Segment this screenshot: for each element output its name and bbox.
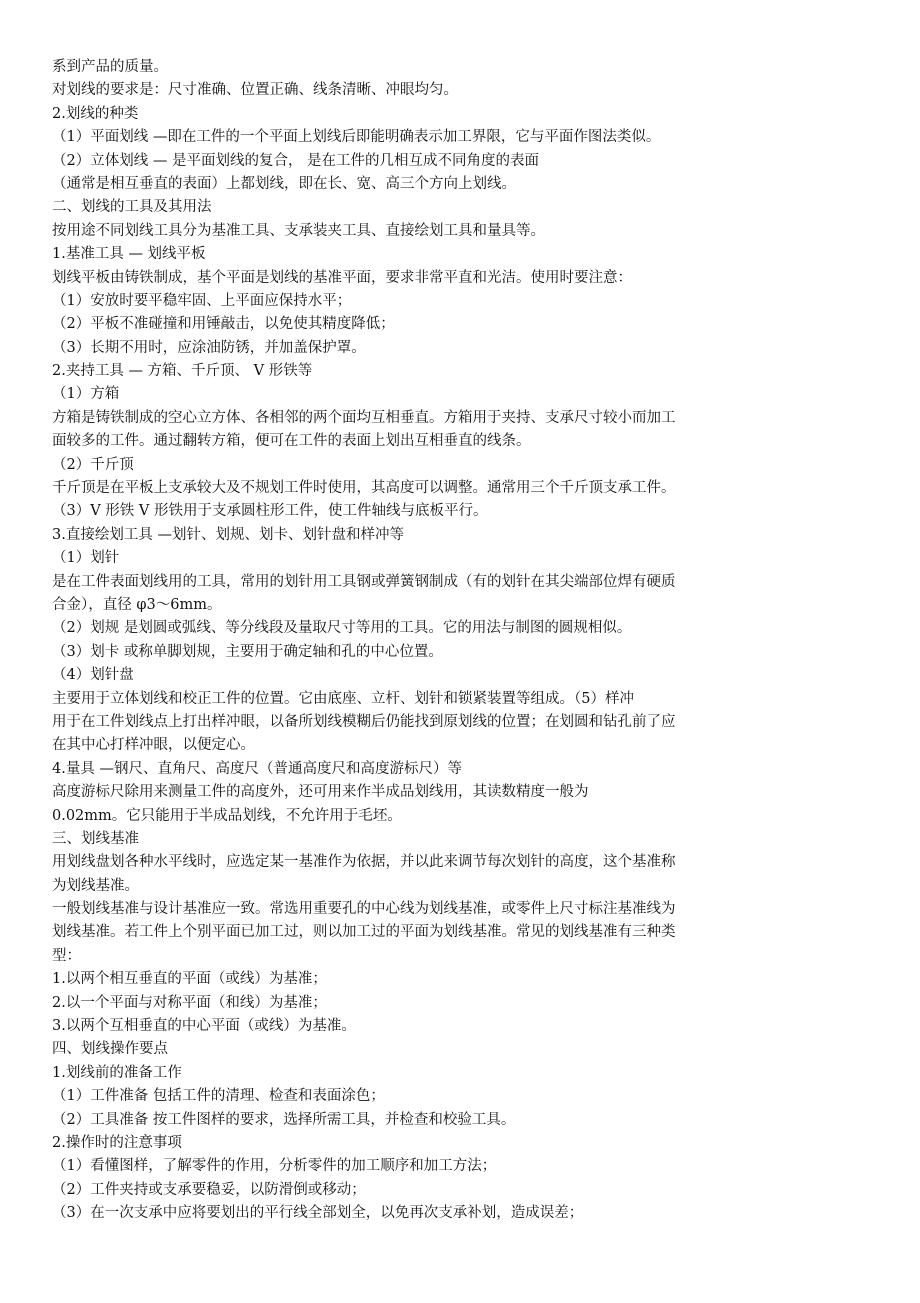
text-line: （3）V 形铁 V 形铁用于支承圆柱形工件，使工件轴线与底板平行。 <box>52 503 488 520</box>
text-line: （3）划卡 或称单脚划规，主要用于确定轴和孔的中心位置。 <box>52 643 443 660</box>
text-line: （1）方箱 <box>52 386 120 403</box>
text-line: 一般划线基准与设计基准应一致。常选用重要孔的中心线为划线基准，或零件上尺寸标注基准线为 <box>52 901 676 918</box>
text-line: （2）平板不准碰撞和用锤敲击，以免使其精度降低； <box>52 316 395 333</box>
text-line: （2）划规 是划圆或弧线、等分线段及量取尺寸等用的工具。它的用法与制图的圆规相似。 <box>52 620 632 637</box>
text-line: 划线基准。若工件上个别平面已加工过，则以加工过的平面为划线基准。常见的划线基准有三种类 <box>52 924 676 941</box>
text-line: 千斤顶是在平板上支承较大及不规划工件时使用，其高度可以调整。通常用三个千斤顶支承工件。 <box>52 480 676 497</box>
text-line: 型： <box>52 947 81 964</box>
section-heading: 2.操作时的注意事项 <box>52 1134 182 1151</box>
section-heading: 四、划线操作要点 <box>52 1041 168 1058</box>
section-heading: 3.直接绘划工具 —划针、划规、划卡、划针盘和样冲等 <box>52 526 404 543</box>
text-line: （1）划针 <box>52 550 120 567</box>
text-line: 系到产品的质量。 <box>52 59 168 75</box>
text-line: （2）工具准备 按工件图样的要求，选择所需工具，并检查和校验工具。 <box>52 1111 516 1128</box>
text-line: 用划线盘划各种水平线时，应选定某一基准作为依据，并以此来调节每次划针的高度，这个基准称 <box>52 854 676 871</box>
text-line: （1）看懂图样，了解零件的作用，分析零件的加工顺序和加工方法； <box>52 1158 497 1175</box>
text-line: 合金），直径 φ3～6mm。 <box>52 596 222 613</box>
text-line: （1）工件准备 包括工件的清理、检查和表面涂色； <box>52 1088 385 1105</box>
text-line: 0.02mm。它只能用于半成品划线，不允许用于毛坯。 <box>52 807 402 824</box>
text-line: 划线平板由铸铁制成，基个平面是划线的基准平面，要求非常平直和光洁。使用时要注意： <box>52 269 632 286</box>
text-line: （通常是相互垂直的表面）上都划线，即在长、宽、高三个方向上划线。 <box>52 175 516 192</box>
list-item: 1.以两个相互垂直的平面（或线）为基准； <box>52 971 327 988</box>
list-item: 3.以两个互相垂直的中心平面（或线）为基准。 <box>52 1018 356 1035</box>
text-line: 面较多的工件。通过翻转方箱，便可在工件的表面上划出互相垂直的线条。 <box>52 433 531 450</box>
text-line: 用于在工件划线点上打出样冲眼，以备所划线模糊后仍能找到原划线的位置；在划圆和钻孔前了应 <box>52 713 676 730</box>
text-line: （3）在一次支承中应将要划出的平行线全部划全，以免再次支承补划，造成误差； <box>52 1205 584 1222</box>
text-line: 主要用于立体划线和校正工件的位置。它由底座、立杆、划针和锁紧装置等组成。（5）样冲 <box>52 690 634 707</box>
section-heading: 三、划线基准 <box>52 830 139 847</box>
section-heading: 二、划线的工具及其用法 <box>52 199 212 216</box>
text-line: （2）立体划线 — 是平面划线的复合， 是在工件的几相互成不同角度的表面 <box>52 152 540 169</box>
text-line: 按用途不同划线工具分为基准工具、支承装夹工具、直接绘划工具和量具等。 <box>52 222 545 239</box>
text-line: 是在工件表面划线用的工具，常用的划针用工具钢或弹簧钢制成（有的划针在其尖端部位焊有硬质 <box>52 573 676 590</box>
text-line: 为划线基准。 <box>52 877 139 894</box>
list-item: 2.以一个平面与对称平面（和线）为基准； <box>52 994 327 1011</box>
text-line: （1）安放时要平稳牢固、上平面应保持水平； <box>52 292 352 309</box>
text-line: （4）划针盘 <box>52 667 134 684</box>
text-line: 方箱是铸铁制成的空心立方体、各相邻的两个面均互相垂直。方箱用于夹持、支承尺寸较小而加工 <box>52 409 676 426</box>
section-heading: 1.划线前的准备工作 <box>52 1064 182 1081</box>
text-line: （2）工件夹持或支承要稳妥，以防滑倒或移动； <box>52 1181 366 1198</box>
text-line: （3）长期不用时，应涂油防锈，并加盖保护罩。 <box>52 339 366 356</box>
section-heading: 2.夹持工具 — 方箱、千斤顶、 V 形铁等 <box>52 363 313 380</box>
section-heading: 2.划线的种类 <box>52 105 139 122</box>
section-heading: 1.基准工具 — 划线平板 <box>52 246 206 263</box>
document-body <box>52 56 872 1226</box>
text-line: 在其中心打样冲眼，以便定心。 <box>52 737 255 754</box>
text-line: 高度游标尺除用来测量工件的高度外，还可用来作半成品划线用，其读数精度一般为 <box>52 784 589 801</box>
text-line: （2）千斤顶 <box>52 456 134 473</box>
text-line: 对划线的要求是：尺寸准确、位置正确、线条清晰、冲眼均匀。 <box>52 82 458 99</box>
section-heading: 4.量具 —钢尺、直角尺、高度尺（普通高度尺和高度游标尺）等 <box>52 760 462 777</box>
text-line: （1）平面划线 —即在工件的一个平面上划线后即能明确表示加工界限，它与平面作图法类似。 <box>52 129 661 146</box>
